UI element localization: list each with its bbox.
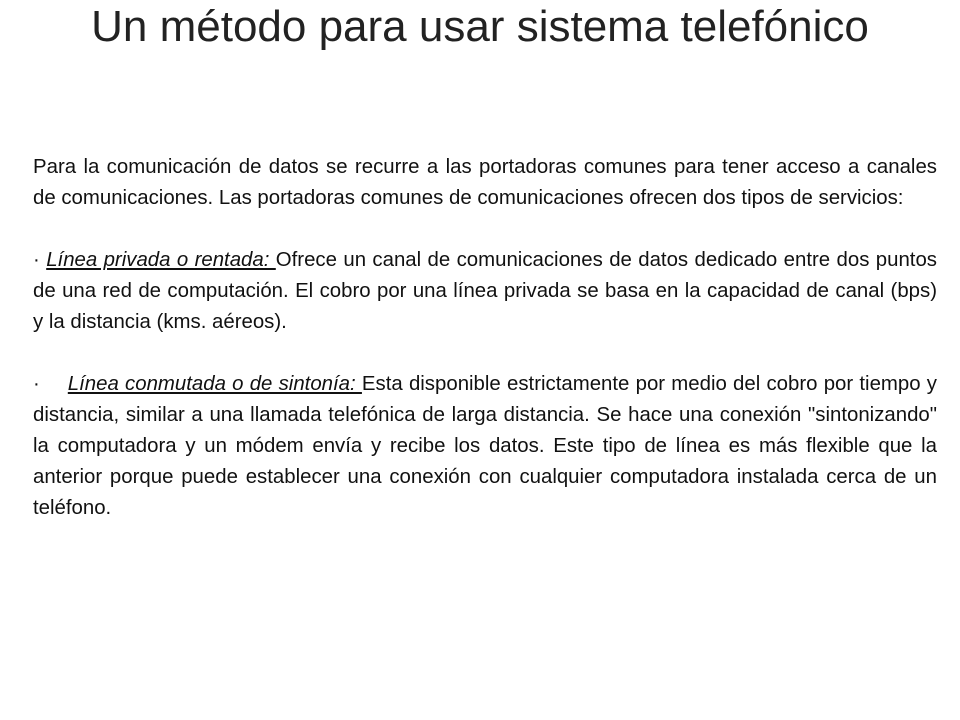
bullet-marker: · <box>33 373 40 395</box>
description-switched-line: Esta disponible estrictamente por medio del cobro por tiempo y distancia, similar a una llamada telefónica de larga distancia. Se hace una conexión "sintonizando" la computadora y un módem envía y recibe los datos. Este tipo de línea es más flexible que la anterior porque puede establecer una conexión con cualquier computadora instalada cerca de un teléfono. <box>33 373 938 519</box>
list-item-switched-line <box>33 369 937 524</box>
description-private-line: Ofrece un canal de comunicaciones de datos dedicado entre dos puntos de una red de computación. El cobro por una línea privada se basa en la capacidad de canal (bps) y la distancia (kms. aéreos). <box>33 249 937 333</box>
intro-paragraph: Para la comunicación de datos se recurre a las portadoras comunes para tener acceso a canales de comunicaciones. Las portadoras comunes de comunicaciones ofrecen dos tipos de servicios: <box>33 156 937 209</box>
slide-title: Un método para usar sistema telefónico <box>91 2 869 51</box>
bullet-marker: · <box>33 249 40 271</box>
term-switched-line: Línea conmutada o de sintonía: <box>67 373 362 395</box>
term-private-line: Línea privada o rentada: <box>46 249 276 271</box>
slide-body <box>33 152 937 555</box>
list-item-private-line <box>33 245 937 338</box>
